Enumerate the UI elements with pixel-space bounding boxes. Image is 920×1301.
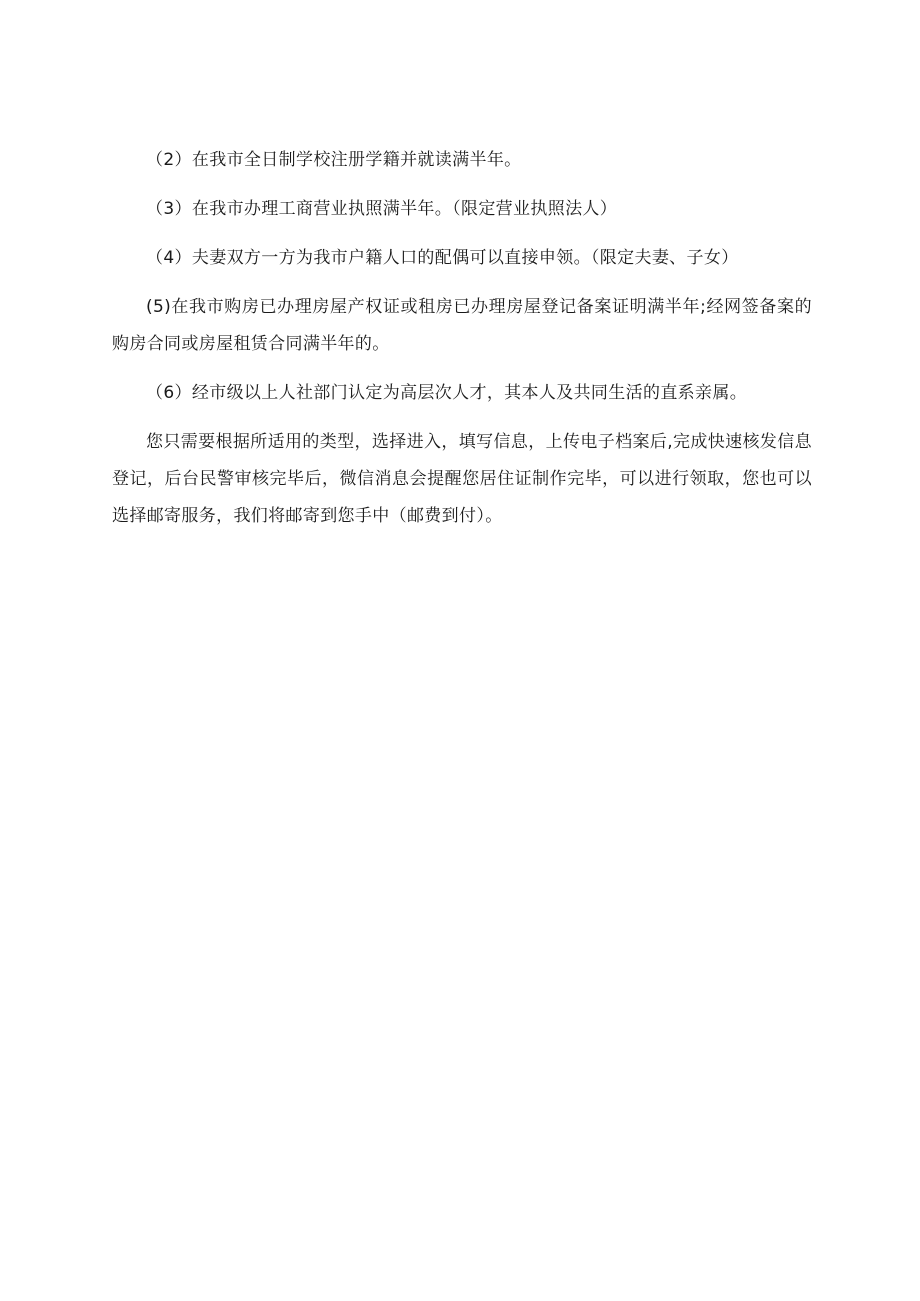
instructions-paragraph: 您只需要根据所适用的类型，选择进入，填写信息，上传电子档案后,完成快速核发信息登记，后台民警审核完毕后，微信消息会提醒您居住证制作完毕，可以进行领取，您也可以选择邮寄服务，我们将邮寄到您手中（邮费到付）。 xyxy=(112,432,812,526)
condition-5-paragraph: (5)在我市购房已办理房屋产权证或租房已办理房屋登记备案证明满半年;经网签备案的购房合同或房屋租赁合同满半年的。 xyxy=(112,297,812,354)
condition-4-paragraph: （4）夫妻双方一方为我市户籍人口的配偶可以直接申领。（限定夫妻、子女） xyxy=(146,248,739,268)
condition-6-paragraph: （6）经市级以上人社部门认定为高层次人才，其本人及共同生活的直系亲属。 xyxy=(146,383,748,403)
condition-3-paragraph: （3）在我市办理工商营业执照满半年。（限定营业执照法人） xyxy=(146,199,618,219)
condition-2-paragraph: （2）在我市全日制学校注册学籍并就读满半年。 xyxy=(146,150,522,170)
document-body xyxy=(112,142,812,547)
